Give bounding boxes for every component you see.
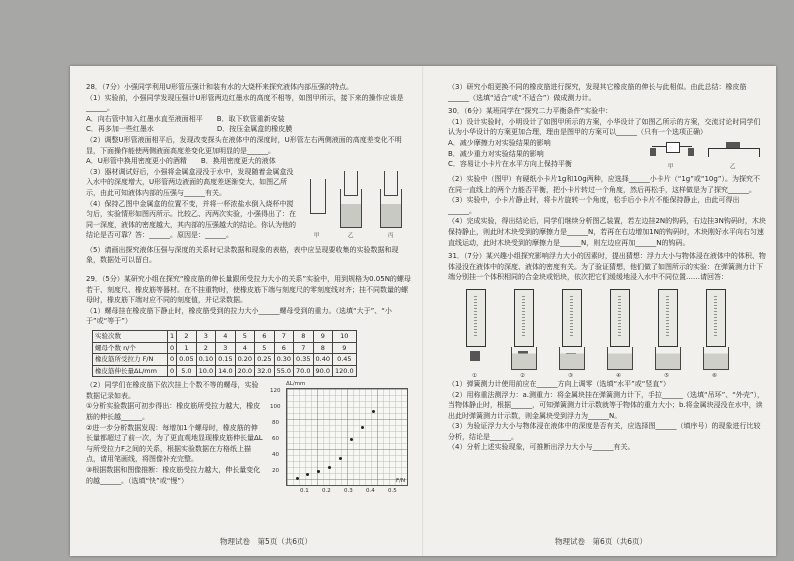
q28-line: A．向右管中加入红墨水直至液面相平 B．取下软管重新安装 — [86, 114, 285, 123]
q31-line: （3）为验证浮力大小与物体浸在液体中的深度是否有关，应选择图______（填序号）的现象进行比较分析，结论是______。 — [448, 422, 761, 441]
right-page — [448, 82, 766, 453]
q28-line: （3）器材调试好后，小强将金属盒浸没于水中，发现随着金属盒没入水中的深度增大，U形管两边液面的高度差逐渐变大，如图乙所示，由此可知液体内部的压强与______有关。 — [86, 167, 294, 197]
q30-line: （1）设计实验时，小明设计了如图甲所示的方案，小华设计了如图乙所示的方案，交流讨论时同学们认为小华设计的方案更加合理，理由是图甲的方案可以______（只有一个选项正确） — [448, 117, 761, 137]
q28-line: 28．（7分）小强同学利用U形管压强计和装有水的大烧杯来探究液体内部压强的特点。 — [86, 83, 353, 91]
q30-line: （2）实验中（图甲）有硬纸小卡片1g和10g两种，应选择______小卡片（“1g”或“10g”）。为探究不在同一直线上的两个力能否平衡，把小卡片转过一个角度，然后再松手，这样做是为了探究______。 — [448, 174, 760, 194]
fig-label-jia: 甲 — [314, 232, 320, 239]
fig-label-bing: 丙 — [388, 232, 394, 239]
q28-line: （1）实验前，小强同学发现压强计U形管两边红墨水的高度不相等，如图甲所示，接下来的操作应该是______。 — [86, 93, 404, 113]
pressure-gauge-figure — [306, 167, 412, 245]
fig-label-yi: 乙 — [348, 232, 354, 239]
fig-label-jia: 甲 — [668, 163, 674, 170]
q31-line: （1）弹簧测力计使用前应在______方向上调零（选填“水平”或“竖直”） — [448, 379, 670, 388]
q29-line: ②进一步分析数据发现：每增加1个螺母时，橡皮筋的伸长量都超过了前一次，为了更直观地显现橡皮筋伸长量ΔL与所受拉力F之间的关系，根据实验数据在方格纸上描点，请用笔画线，将图像补充完整。 — [86, 423, 263, 464]
q29-line: ①分析实验数据可初步得出：橡皮筋所受拉力越大，橡皮筋的伸长越______。 — [86, 402, 261, 422]
table-header: 橡皮筋伸长量ΔL/mm — [93, 365, 168, 377]
two-force-figure — [648, 138, 766, 174]
table-header: 实验次数 — [93, 330, 168, 342]
extension-graph: ΔL/mm 120 100 80 60 40 20 0.1 0.2 0.3 0.4 0.5 F/N — [264, 380, 412, 498]
q30-line: B．减少重力对实验结果的影响 — [448, 149, 544, 158]
q31-line: 31．（7分）某兴趣小组探究影响浮力大小的因素时，提出猜想：浮力大小与物体浸在液体中的体积、物体浸没在液体中的深度、液体的密度有关。为了验证猜想，他们做了如图所示的实验：在弹簧测力计下端分别挂一个体积相同的合金块或铝块，依次把它们缓缓地浸入水中不同位置……请回答： — [448, 252, 766, 282]
q28-line: （5）请画出探究液体压强与深度的关系时记录数据和现象的表格，表中应呈现要收集的实验数据和现象，数据处可以留白。 — [86, 245, 399, 265]
question-31 — [448, 251, 766, 453]
question-29 — [86, 274, 412, 498]
page-footer-right: 物理试卷 第6页（共6页） — [555, 537, 648, 546]
q29-line: 29．（5分）某研究小组在探究“橡皮筋的伸长量跟所受拉力大小的关系”实验中，用到规格为0.05N的螺母若干、刻度尺、橡皮筋等器材。在不挂重物时，使橡皮筋下端与刻度尺的零刻度线对齐；挂不同数量的螺母时，橡皮筋下端对应不同的刻度值，并记录数据。 — [86, 274, 411, 305]
page-fold — [422, 66, 424, 556]
q29-line: （2）同学们在橡皮筋下依次挂上个数不等的螺母，实验数据记录如表。 — [86, 381, 259, 400]
table-header: 螺母个数 n/个 — [93, 342, 168, 354]
q28-line: （2）调整U形管液面相平后，发现改变探头在液体中的深度时，U形管左右两侧液面的高度差变化不明显，下面操作能使两侧液面高度差变化更加明显的是______。 — [86, 135, 402, 155]
q30-line: C．容易让小卡片在水平方向上保持平衡 — [448, 160, 572, 169]
q29-continued: （3）研究小组更换不同的橡皮筋进行探究，发现其它橡皮筋的伸长与此相似。由此总结：橡皮筋______（选填“适合”或“不适合”）做成测力计。 — [448, 83, 747, 102]
left-page — [86, 82, 412, 498]
q30-line: 30．（6分）某班同学在“探究二力平衡条件”实验中： — [448, 107, 613, 116]
q31-line: （2）用称重法测浮力：a.测重力：将金属块挂在弹簧测力计下，手拉______（选填“吊环”、“外壳”），当物体静止时，根据______，可知弹簧测力计示数就等于物体的重力大小；b.将金属块浸没在水中，读出此时弹簧测力计示数，则金属块受到浮力为______N。 — [448, 390, 764, 420]
q29-line: ③根据数据和图像推断：橡皮筋受拉力越大，伸长量变化的越______。（选填“快”或“慢”） — [86, 466, 261, 485]
page-footer-left: 物理试卷 第5页（共6页） — [220, 537, 313, 546]
q28-line: （4）保持乙图中金属盒的位置不变，并将一杯浓盐水倒入烧杯中搅匀后，实验情形如图丙所示。比较乙、丙两次实验，小强得出了：在同一深度，液体的密度越大，其内部的压强越大的结论。你认为他的结论是否可靠？答：______。原因是：______。 — [86, 199, 296, 240]
question-28 — [86, 82, 412, 266]
q30-line: A．减少摩擦力对实验结果的影响 — [448, 138, 551, 147]
data-table: 实验次数 1 2 3 4 5 6 7 8 9 10 螺母个数 n/个 0 1 2 3 4 5 6 7 8 9 橡皮筋所受拉力 F/N 0 0.05 0.10 0.15 0.20 0.25 0.30 0.35 0.40 0.45 橡皮筋伸长量ΔL/mm 0 5.0 10.0 14.0 20.0 32.0 55.0 70.0 90.0 120.0 — [92, 330, 357, 377]
buoyancy-figure: ① ② ③ ④ ⑤ ⑥ — [448, 285, 766, 377]
q30-line: （3）实验中，小卡片静止时，将卡片旋转一个角度，松手后小卡片不能保持静止，由此可得出______。 — [448, 196, 740, 215]
question-30 — [448, 106, 766, 248]
q28-line: A．U形管中换用密度更小的酒精 B．换用密度更大的液体 — [86, 157, 276, 166]
fig-label-yi: 乙 — [730, 163, 736, 170]
graph-x-label: F/N — [396, 478, 406, 485]
q29-line: （1）螺母挂在橡皮筋下静止时，橡皮筋受到的拉力大小______螺母受到的重力。（选填“大于”、“小于”或“等于”） — [86, 306, 392, 326]
q28-line: C．再多加一些红墨水 D．按压金属盒的橡皮膜 — [86, 125, 293, 134]
graph-y-label: ΔL/mm — [286, 381, 306, 388]
table-header: 橡皮筋所受拉力 F/N — [93, 354, 168, 366]
q31-line: （4）分析上述实验现象，可推断出浮力大小与______有关。 — [448, 443, 635, 452]
q30-line: （4）完成实验，得出结论后，同学们继续分析图乙装置，若左边挂2N的钩码，右边挂3N钩码时，木块保持静止，则此时木块受到的摩擦力是______N，若再在右边增加1N的钩码时，木块刚好水平向右匀速直线运动，此时木块受到的摩擦力是______N，则左边应再加______N的钩码。 — [448, 217, 766, 247]
exam-sheet — [70, 66, 776, 556]
